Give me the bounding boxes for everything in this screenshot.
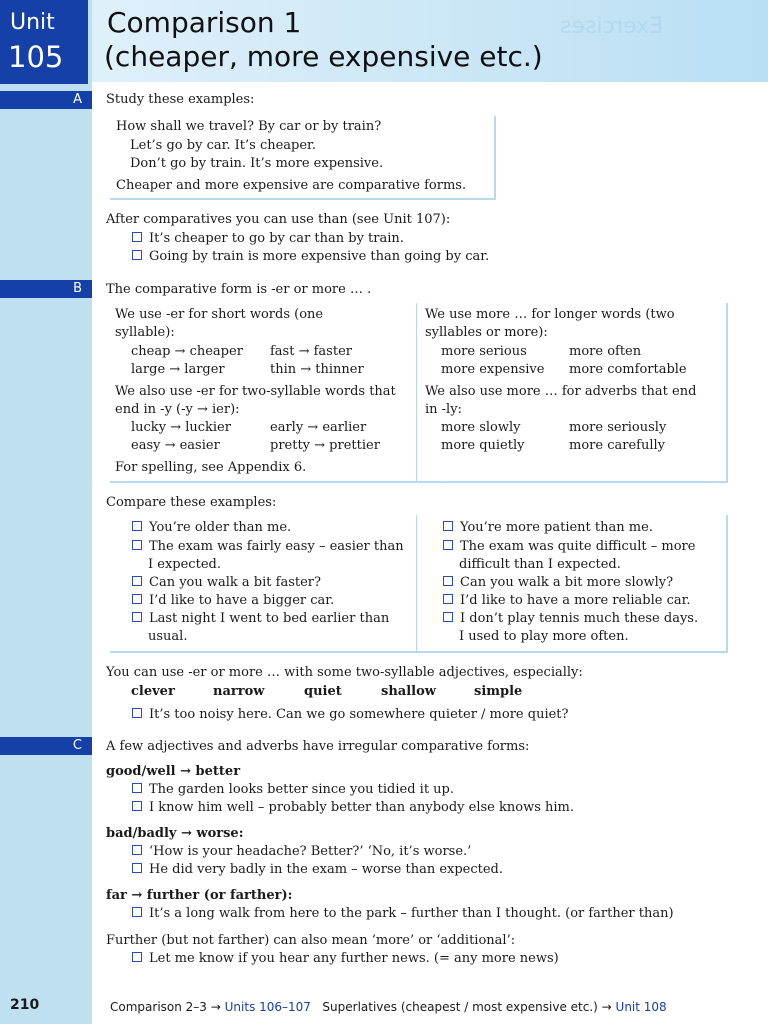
- section-a-bar: A: [0, 91, 92, 109]
- compare-continuation: I expected.: [148, 557, 221, 572]
- checkbox-icon: [132, 521, 142, 531]
- rule-line: syllables or more):: [425, 325, 548, 340]
- section-a-intro: Study these examples:: [106, 92, 255, 107]
- checkbox-icon: [132, 232, 142, 242]
- unit-number: 105: [8, 40, 64, 74]
- word-pair: easy → easier: [131, 438, 220, 453]
- word-item: more carefully: [569, 438, 665, 453]
- rule-line: We also use more … for adverbs that end: [425, 384, 697, 399]
- rule-line: in -ly:: [425, 402, 462, 417]
- column-divider: [416, 303, 417, 481]
- irregular-heading: good/well → better: [106, 764, 241, 779]
- compare-item: I’d like to have a bigger car.: [132, 593, 334, 609]
- checkbox-icon: [132, 783, 142, 793]
- compare-continuation: difficult than I expected.: [459, 557, 621, 572]
- rule-line: We also use -er for two-syllable words that: [115, 384, 396, 399]
- bullet-item: The garden looks better since you tidied it up.: [132, 782, 454, 798]
- adjective-word: narrow: [213, 684, 265, 699]
- word-pair: fast → faster: [270, 344, 352, 359]
- example-line: How shall we travel? By car or by train?: [116, 119, 382, 134]
- checkbox-icon: [132, 952, 142, 962]
- spelling-note: For spelling, see Appendix 6.: [115, 460, 307, 475]
- bullet-item: ‘How is your headache? Better?’ ‘No, it’s worse.’: [132, 844, 471, 860]
- checkbox-icon: [132, 863, 142, 873]
- compare-item: The exam was fairly easy – easier than: [132, 539, 404, 555]
- adjective-word: clever: [131, 684, 175, 699]
- checkbox-icon: [443, 540, 453, 550]
- example-line: Cheaper and more expensive are comparative forms.: [116, 178, 467, 193]
- compare-item: I don’t play tennis much these days.: [443, 611, 698, 627]
- adjective-word: simple: [474, 684, 523, 699]
- checkbox-icon: [132, 576, 142, 586]
- checkbox-icon: [443, 612, 453, 622]
- word-pair: thin → thinner: [270, 362, 364, 377]
- bullet-item: I know him well – probably better than anybody else knows him.: [132, 800, 574, 816]
- word-item: more slowly: [441, 420, 521, 435]
- checkbox-icon: [132, 708, 142, 718]
- column-divider: [416, 515, 417, 651]
- checkbox-icon: [132, 540, 142, 550]
- bullet-item: It’s too noisy here. Can we go somewhere quieter / more quiet?: [132, 707, 569, 723]
- word-item: more quietly: [441, 438, 525, 453]
- compare-item: Can you walk a bit faster?: [132, 575, 321, 591]
- bullet-item: It’s a long walk from here to the park – further than I thought. (or farther than): [132, 906, 674, 922]
- checkbox-icon: [132, 612, 142, 622]
- word-pair: early → earlier: [270, 420, 367, 435]
- word-item: more expensive: [441, 362, 545, 377]
- bullet-item: Going by train is more expensive than going by car.: [132, 249, 489, 265]
- checkbox-icon: [443, 576, 453, 586]
- irregular-heading: far → further (or farther):: [106, 888, 293, 903]
- page-number: 210: [10, 997, 40, 1013]
- word-item: more comfortable: [569, 362, 687, 377]
- left-sidebar: [0, 0, 92, 1024]
- compare-item: You’re more patient than me.: [443, 520, 653, 536]
- section-c-bar: C: [0, 737, 92, 755]
- page-title: Comparison 1: [107, 6, 302, 39]
- further-note: Further (but not farther) can also mean ‘more’ or ‘additional’:: [106, 933, 516, 948]
- word-pair: large → larger: [131, 362, 225, 377]
- word-item: more seriously: [569, 420, 667, 435]
- adjective-word: shallow: [381, 684, 436, 699]
- checkbox-icon: [443, 594, 453, 604]
- checkbox-icon: [443, 521, 453, 531]
- units-106-107-link[interactable]: Units 106–107: [224, 1000, 311, 1014]
- word-item: more often: [569, 344, 642, 359]
- section-b-bar: B: [0, 280, 92, 298]
- adjective-word: quiet: [304, 684, 342, 699]
- two-syllable-note: You can use -er or more … with some two-syllable adjectives, especially:: [106, 665, 583, 680]
- compare-item: Last night I went to bed earlier than: [132, 611, 389, 627]
- compare-item: I’d like to have a more reliable car.: [443, 593, 691, 609]
- checkbox-icon: [132, 594, 142, 604]
- checkbox-icon: [132, 250, 142, 260]
- word-item: more serious: [441, 344, 527, 359]
- bullet-item: He did very badly in the exam – worse than expected.: [132, 862, 503, 878]
- compare-item: You’re older than me.: [132, 520, 291, 536]
- rule-line: syllable):: [115, 325, 175, 340]
- checkbox-icon: [132, 845, 142, 855]
- section-b-intro: The comparative form is -er or more … .: [106, 282, 372, 297]
- compare-continuation: usual.: [148, 629, 188, 644]
- compare-item: The exam was quite difficult – more: [443, 539, 695, 555]
- rule-line: end in -y (-y → ier):: [115, 402, 240, 417]
- unit-badge: [0, 0, 88, 84]
- example-line: Don’t go by train. It’s more expensive.: [130, 156, 384, 171]
- page-subtitle: (cheaper, more expensive etc.): [104, 40, 543, 73]
- compare-heading: Compare these examples:: [106, 495, 277, 510]
- rule-line: We use more … for longer words (two: [425, 307, 675, 322]
- checkbox-icon: [132, 907, 142, 917]
- checkbox-icon: [132, 801, 142, 811]
- footer-crossref: Comparison 2–3 → Units 106–107 Superlatives (cheapest / most expensive etc.) → Unit 108: [110, 1000, 667, 1014]
- unit-word: Unit: [10, 10, 55, 35]
- example-line: Let’s go by car. It’s cheaper.: [130, 138, 316, 153]
- word-pair: lucky → luckier: [131, 420, 231, 435]
- after-comparatives: After comparatives you can use than (see Unit 107):: [106, 212, 451, 227]
- word-pair: cheap → cheaper: [131, 344, 243, 359]
- irregular-heading: bad/badly → worse:: [106, 826, 244, 841]
- compare-item: Can you walk a bit more slowly?: [443, 575, 673, 591]
- section-c-intro: A few adjectives and adverbs have irregular comparative forms:: [106, 739, 530, 754]
- bullet-item: It’s cheaper to go by car than by train.: [132, 231, 404, 247]
- word-pair: pretty → prettier: [270, 438, 380, 453]
- compare-continuation: I used to play more often.: [459, 629, 629, 644]
- unit-108-link[interactable]: Unit 108: [615, 1000, 667, 1014]
- bullet-item: Let me know if you hear any further news. (= any more news): [132, 951, 559, 967]
- ghost-heading: Exercises: [560, 14, 664, 39]
- rule-line: We use -er for short words (one: [115, 307, 324, 322]
